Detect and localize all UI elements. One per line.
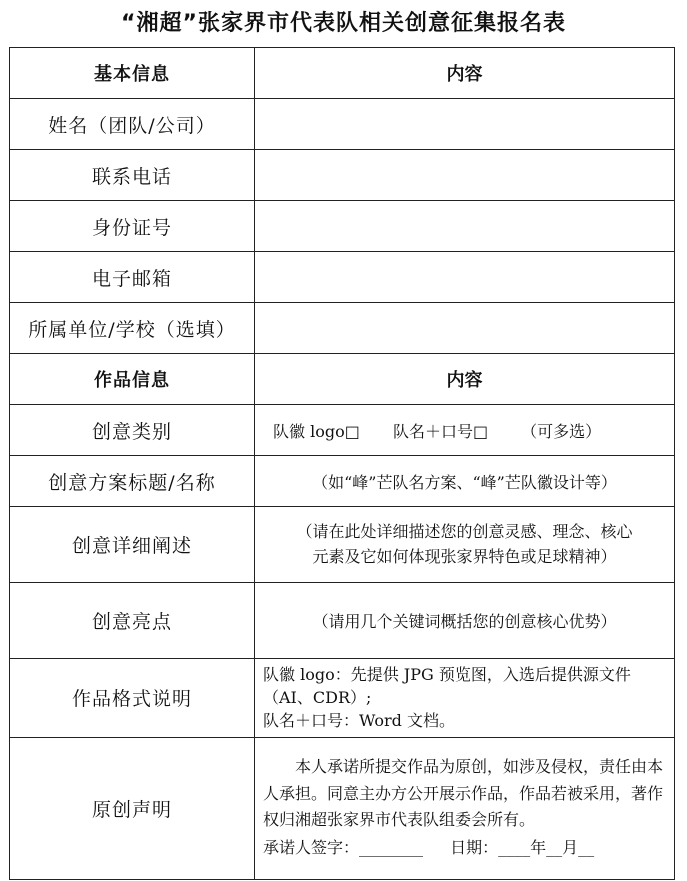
email-label: 电子邮箱 [10,252,255,303]
basic-content-header: 内容 [255,48,675,99]
signer-field[interactable]: 承诺人签字：________ [263,838,424,858]
statement-label: 原创声明 [10,737,255,879]
table-row [10,583,675,659]
phone-label: 联系电话 [10,150,255,201]
date-field[interactable]: 日期：____年__月__ [450,838,595,858]
table-row [10,303,675,354]
table-row [10,201,675,252]
signature-line [263,835,666,861]
work-info-header-row [10,354,675,405]
category-option-name-slogan[interactable]: 队名＋口号□ [392,421,489,441]
table-row [10,405,675,456]
basic-info-header-row [10,48,675,99]
proposal-title-field[interactable]: （如“峰”芒队名方案、“峰”芒队徽设计等） [255,456,675,507]
name-field[interactable] [255,99,675,150]
organization-field[interactable] [255,303,675,354]
basic-info-header: 基本信息 [10,48,255,99]
highlight-label: 创意亮点 [10,583,255,659]
phone-field[interactable] [255,150,675,201]
form-title: “湘超”张家界市代表队相关创意征集报名表 [121,11,566,36]
name-label: 姓名（团队/公司） [10,99,255,150]
proposal-title-label: 创意方案标题/名称 [10,456,255,507]
detail-hint-line1: （请在此处详细描述您的创意灵感、理念、核心 [296,521,633,541]
format-label: 作品格式说明 [10,659,255,738]
table-row [10,737,675,879]
highlight-field[interactable]: （请用几个关键词概括您的创意核心优势） [255,583,675,659]
detail-hint-line2: 元素及它如何体现张家界特色或足球精神） [312,546,617,566]
table-row [10,456,675,507]
category-option-logo[interactable]: 队徽 logo□ [273,421,360,441]
detail-label: 创意详细阐述 [10,507,255,583]
table-row [10,252,675,303]
table-row [10,99,675,150]
organization-label: 所属单位/学校（选填） [10,303,255,354]
category-note: （可多选） [521,421,602,441]
format-description [255,659,675,738]
work-info-header: 作品信息 [10,354,255,405]
detail-field[interactable] [255,507,675,583]
work-content-header: 内容 [255,354,675,405]
registration-form-table [9,47,675,880]
category-options [255,405,675,456]
email-field[interactable] [255,252,675,303]
category-label: 创意类别 [10,405,255,456]
id-number-label: 身份证号 [10,201,255,252]
table-row [10,150,675,201]
table-row [10,507,675,583]
statement-text: 本人承诺所提交作品为原创，如涉及侵权，责任由本人承担。同意主办方公开展示作品，作品若被采用，著作权归湘超张家界市代表队组委会所有。 [263,757,664,830]
format-line2: 队名＋口号：Word 文档。 [263,711,455,731]
format-line1: 队徽 logo：先提供 JPG 预览图，入选后提供源文件（AI、CDR）; [263,665,631,708]
statement-content [255,737,675,879]
id-number-field[interactable] [255,201,675,252]
table-row [10,659,675,738]
